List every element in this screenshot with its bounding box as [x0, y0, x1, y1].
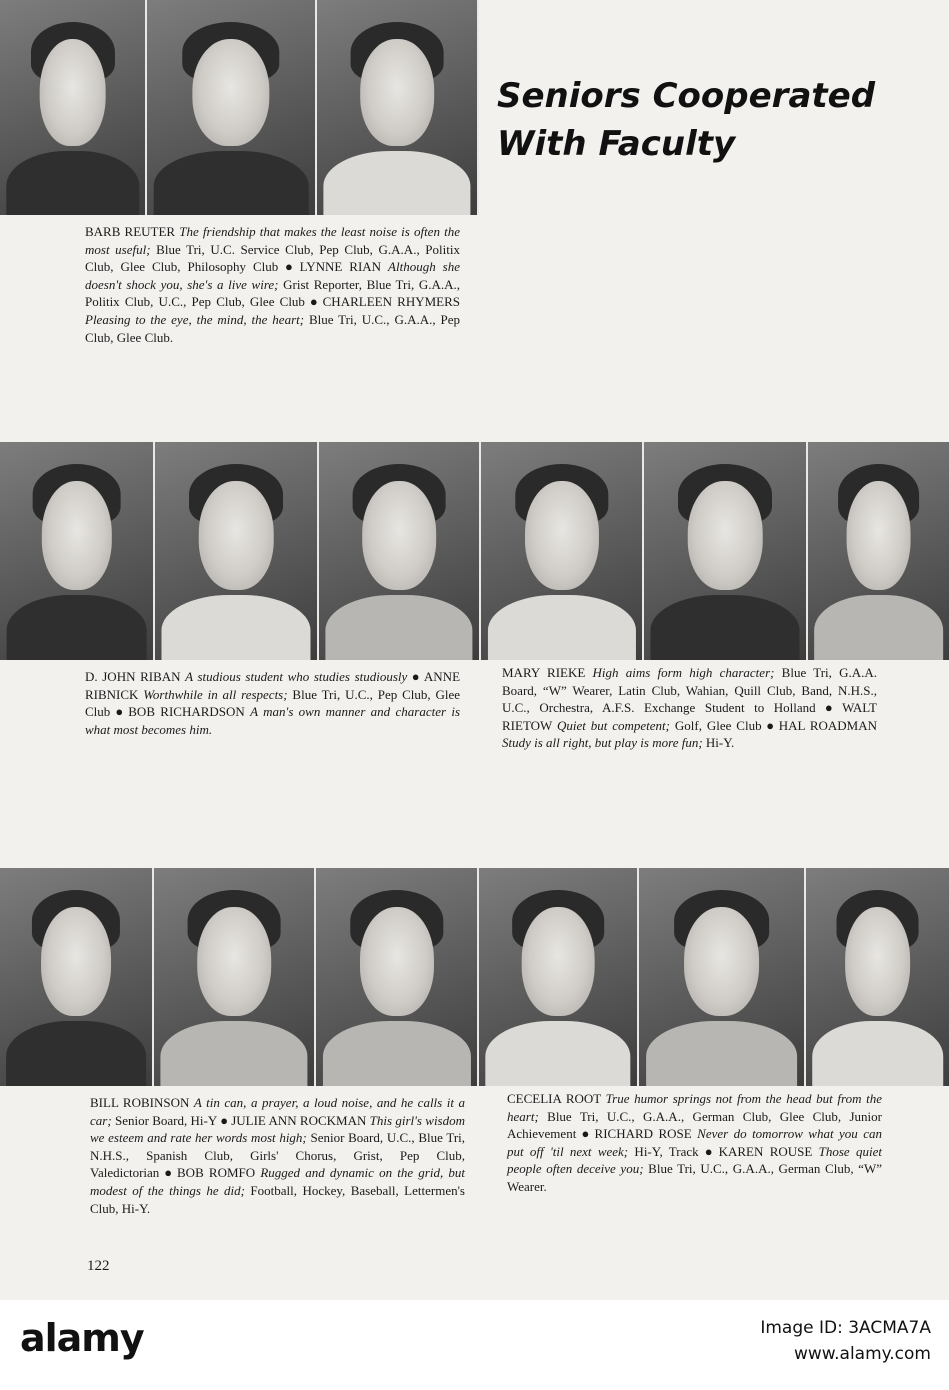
page-number: 122: [87, 1258, 110, 1274]
student-name: ANNE RIBNICK: [85, 669, 461, 702]
student-name: WALT RIETOW: [502, 700, 877, 733]
student-name: CECELIA ROOT: [507, 1091, 601, 1106]
student-activities: Blue Tri, U.C., G.A.A., German Club, “W” Wearer.: [507, 1161, 882, 1194]
portrait-photo: [0, 0, 147, 215]
student-name: BOB RICHARDSON: [128, 704, 245, 720]
student-name: LYNNE RIAN: [299, 259, 382, 275]
caption-block-3-left: BILL ROBINSON A tin can, a prayer, a loud noise, and he calls it a car; Senior Board, Hi-Y ● JULIE ANN ROCKMAN This girl's wisdom we esteem and rate her words most high; Senior Board, U.C., Blue Tri, N.H.S., Spanish Club, Girls' Chorus, Grist, Pep Club, Valedictorian ● BOB ROMFO Rugged and dynamic on the grid, but modest of the things he did; Football, Hockey, Baseball, Lettermen's Club, Hi-Y.: [90, 1095, 466, 1216]
student-quote: A man's own manner and character is what most becomes him.: [85, 704, 461, 737]
portrait-photo: [154, 868, 316, 1086]
student-quote: Rugged and dynamic on the grid, but modest of the things he did;: [90, 1165, 466, 1198]
student-quote: Those quiet people often deceive you;: [507, 1143, 882, 1177]
student-name: RICHARD ROSE: [594, 1126, 692, 1142]
student-quote: Worthwhile in all respects;: [143, 686, 288, 702]
portrait-photo: [0, 868, 154, 1086]
student-quote: Pleasing to the eye, the mind, the heart;: [85, 311, 305, 327]
student-quote: This girl's wisdom we esteem and rate her words most high;: [90, 1112, 465, 1146]
brand-logo: alamy: [20, 1316, 144, 1360]
student-activities: Blue Tri, U.C., Pep Club, Glee Club: [85, 686, 460, 720]
student-activities: Golf, Glee Club: [670, 717, 762, 733]
student-name: BARB REUTER: [85, 224, 176, 239]
student-name: MARY RIEKE: [502, 665, 586, 680]
student-activities: Blue Tri, U.C. Service Club, Pep Club, G.A.A., Politix Club, Glee Club, Philosophy Club: [85, 241, 460, 275]
student-activities: Hi-Y, Track: [628, 1143, 699, 1159]
student-activities: Grist Reporter, Blue Tri, G.A.A., Politix Club, U.C., Pep Club, Glee Club: [85, 276, 460, 310]
portrait-photo: [644, 442, 808, 660]
title-line-1: Seniors Cooperated: [497, 76, 876, 116]
student-quote: A studious student who studies studiously: [185, 669, 408, 684]
portrait-photo: [808, 442, 949, 660]
student-quote: Study is all right, but play is more fun;: [502, 735, 703, 751]
student-quote: Quiet but competent;: [556, 717, 670, 733]
caption-block-2-left: D. JOHN RIBAN A studious student who studies studiously ● ANNE RIBNICK Worthwhile in all respects; Blue Tri, U.C., Pep Club, Glee Club ● BOB RICHARDSON A man's own manner and character is what most becomes him.: [85, 669, 461, 737]
image-id: Image ID: 3ACMA7A: [760, 1318, 931, 1338]
page-title: [497, 72, 917, 168]
portrait-photo: [155, 442, 319, 660]
student-name: CHARLEEN RHYMERS: [322, 294, 460, 310]
stock-footer: [0, 1300, 949, 1390]
portrait-photo: [317, 0, 479, 215]
student-quote: A tin can, a prayer, a loud noise, and he calls it a car;: [90, 1095, 465, 1128]
student-activities: Blue Tri, G.A.A. Board, “W” Wearer, Latin Club, Wahian, Quill Club, Band, N.H.S., U.C., Orchestra, A.F.S. Exchange Student to Holland: [502, 665, 878, 716]
portrait-photo: [319, 442, 481, 660]
student-activities: Blue Tri, U.C., G.A.A., German Club, Glee Club, Junior Achievement: [507, 1108, 882, 1142]
student-quote: Never do tomorrow what you can put off 'til next week;: [507, 1126, 882, 1159]
student-name: BOB ROMFO: [177, 1165, 256, 1181]
caption-block-1: BARB REUTER The friendship that makes the least noise is often the most useful; Blue Tri, U.C. Service Club, Pep Club, G.A.A., Politix Club, Glee Club, Philosophy Club ● LYNNE RIAN Although she doesn't shock you, she's a live wire; Grist Reporter, Blue Tri, G.A.A., Politix Club, U.C., Pep Club, Glee Club ● CHARLEEN RHYMERS Pleasing to the eye, the mind, the heart; Blue Tri, U.C., G.A.A., Pep Club, Glee Club.: [85, 224, 461, 345]
student-activities: Football, Hockey, Baseball, Lettermen's Club, Hi-Y.: [90, 1182, 465, 1216]
student-activities: Senior Board, Hi-Y: [111, 1112, 218, 1128]
student-quote: High aims form high character;: [592, 665, 775, 680]
portrait-photo: [806, 868, 949, 1086]
student-name: KAREN ROUSE: [718, 1143, 813, 1159]
student-activities: Senior Board, U.C., Blue Tri, N.H.S., Spanish Club, Girls' Chorus, Grist, Pep Club, Valedictorian: [90, 1130, 466, 1181]
portrait-photo: [481, 442, 644, 660]
portrait-photo: [0, 442, 155, 660]
student-name: HAL ROADMAN: [778, 717, 878, 733]
student-quote: True humor springs not from the head but from the heart;: [507, 1091, 882, 1124]
caption-block-3-right: CECELIA ROOT True humor springs not from the head but from the heart; Blue Tri, U.C., G.A.A., German Club, Glee Club, Junior Achievement ● RICHARD ROSE Never do tomorrow what you can put off 'til next week; Hi-Y, Track ● KAREN ROUSE Those quiet people often deceive you; Blue Tri, U.C., G.A.A., German Club, “W” Wearer.: [507, 1091, 882, 1194]
student-name: BILL ROBINSON: [90, 1095, 190, 1110]
caption-block-2-right: MARY RIEKE High aims form high character; Blue Tri, G.A.A. Board, “W” Wearer, Latin Club, Wahian, Quill Club, Band, N.H.S., U.C., Orchestra, A.F.S. Exchange Student to Holland ● WALT RIETOW Quiet but competent; Golf, Glee Club ● HAL ROADMAN Study is all right, but play is more fun; Hi-Y.: [502, 665, 878, 751]
student-activities: Hi-Y.: [702, 735, 735, 751]
student-quote: The friendship that makes the least noise is often the most useful;: [85, 224, 460, 257]
portrait-photo: [316, 868, 479, 1086]
portrait-photo: [147, 0, 317, 215]
title-line-2: With Faculty: [497, 124, 736, 164]
student-activities: Blue Tri, U.C., G.A.A., Pep Club, Glee Club.: [85, 311, 460, 345]
portrait-photo: [639, 868, 806, 1086]
site-url: www.alamy.com: [793, 1344, 931, 1364]
student-name: D. JOHN RIBAN: [85, 669, 181, 684]
student-quote: Although she doesn't shock you, she's a live wire;: [85, 259, 461, 292]
portrait-photo: [479, 868, 639, 1086]
student-name: JULIE ANN ROCKMAN: [231, 1112, 367, 1128]
